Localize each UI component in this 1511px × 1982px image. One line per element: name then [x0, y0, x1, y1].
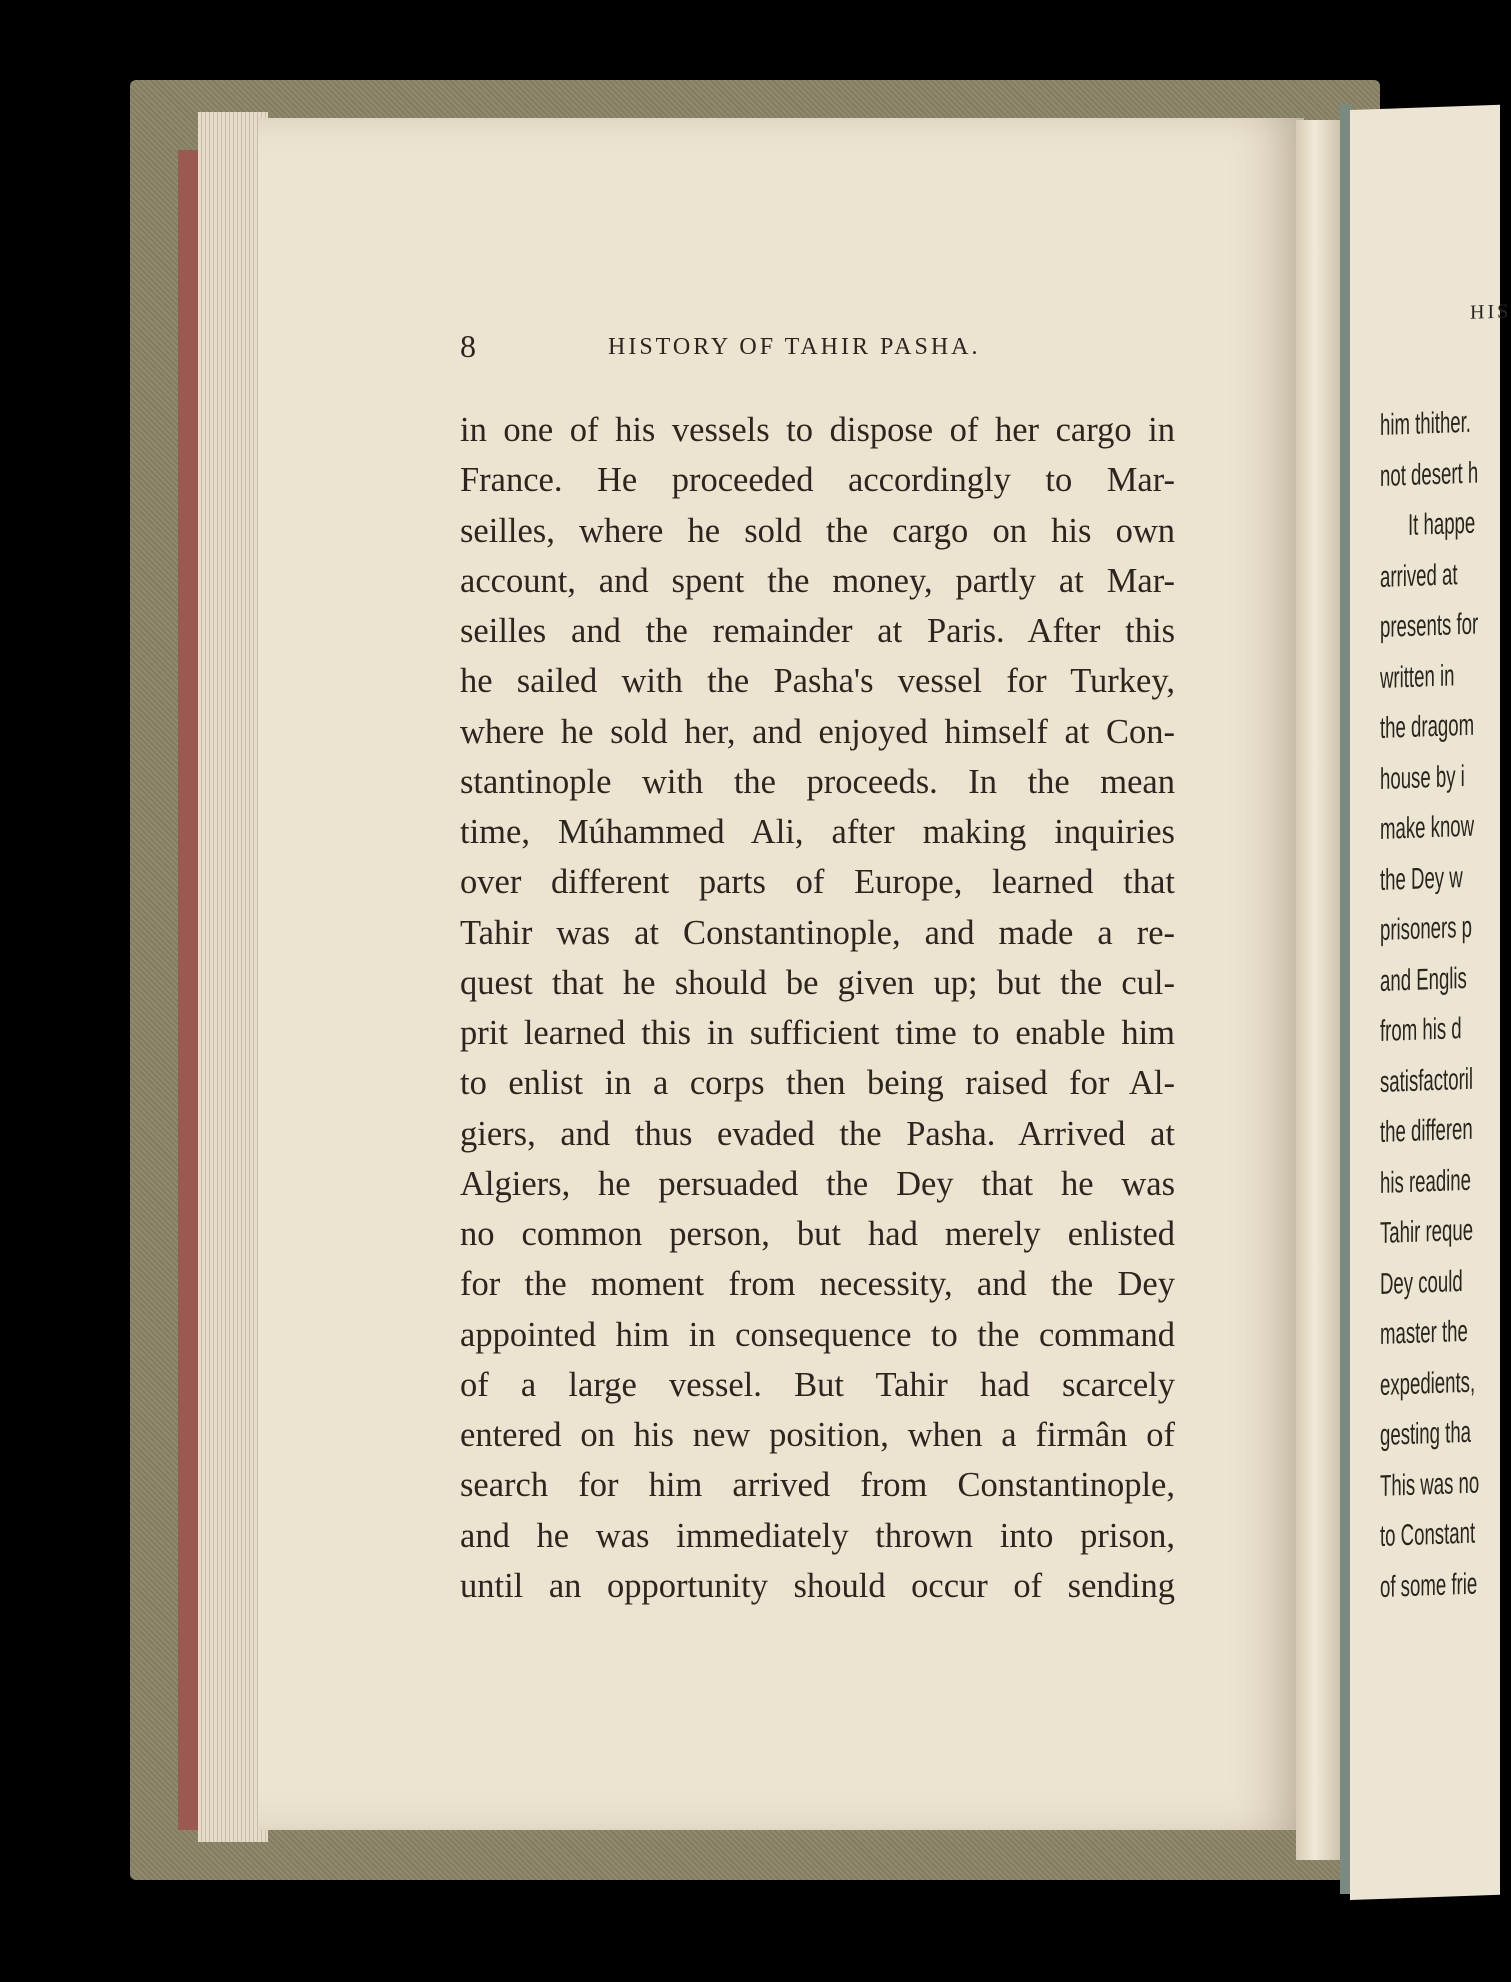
right-text-line: expedients, — [1380, 1365, 1476, 1402]
text-line: seilles and the remainder at Paris. After this — [460, 612, 1175, 650]
text-line: search for him arrived from Constantinople, — [460, 1466, 1175, 1505]
right-text-line: gesting tha — [1380, 1415, 1472, 1452]
right-text-line: him thither. — [1380, 405, 1471, 442]
right-text-line: written in — [1380, 658, 1455, 695]
text-line: of a large vessel. But Tahir had scarcely — [460, 1365, 1175, 1404]
text-line: account, and spent the money, partly at Mar- — [460, 561, 1175, 600]
right-text-line: to Constant — [1380, 1516, 1476, 1553]
text-line: and he was immediately thrown into prison, — [460, 1516, 1175, 1555]
right-text-line: arrived at — [1380, 557, 1458, 594]
right-text-line: the differen — [1380, 1112, 1473, 1149]
right-text-line: satisfactoril — [1380, 1062, 1474, 1099]
right-text-line: the Dey w — [1380, 860, 1463, 897]
text-line: Tahir was at Constantinople, and made a re- — [460, 913, 1175, 952]
book-gutter — [1296, 120, 1344, 1860]
text-line: for the moment from necessity, and the Dey — [460, 1265, 1175, 1304]
text-line: appointed him in consequence to the command — [460, 1315, 1175, 1354]
right-text-line: of some frie — [1380, 1567, 1478, 1604]
right-text-line: from his d — [1380, 1012, 1462, 1048]
text-line: seilles, where he sold the cargo on his own — [460, 511, 1175, 550]
text-line: quest that he should be given up; but the cul- — [460, 963, 1175, 1002]
text-line: stantinople with the proceeds. In the mean — [460, 762, 1175, 801]
right-text-line: his readine — [1380, 1163, 1471, 1200]
right-text-line: Dey could — [1380, 1264, 1463, 1301]
body-text — [460, 405, 1175, 1611]
right-running-head: HIS — [1470, 300, 1511, 324]
text-line: to enlist in a corps then being raised for Al- — [460, 1064, 1175, 1103]
right-text-line: house by i — [1380, 759, 1465, 796]
text-line: entered on his new position, when a firmân of — [460, 1416, 1175, 1454]
running-head: HISTORY OF TAHIR PASHA. — [608, 334, 981, 360]
right-text-line: not desert h — [1380, 456, 1479, 493]
text-line: until an opportunity should occur of sending — [460, 1566, 1175, 1605]
text-line: in one of his vessels to dispose of her cargo in — [460, 411, 1175, 449]
right-text-line: presents for — [1380, 607, 1479, 644]
page-number: 8 — [460, 328, 476, 364]
text-line: giers, and thus evaded the Pasha. Arrived at — [460, 1114, 1175, 1153]
text-line: no common person, but had merely enlisted — [460, 1215, 1175, 1253]
right-text-line: prisoners p — [1380, 910, 1473, 947]
text-line: where he sold her, and enjoyed himself at Con- — [460, 712, 1175, 751]
text-line: time, Múhammed Ali, after making inquiries — [460, 813, 1175, 851]
right-text-line: make know — [1380, 809, 1475, 846]
text-line: over different parts of Europe, learned that — [460, 863, 1175, 902]
text-line: prit learned this in sufficient time to enable him — [460, 1014, 1175, 1052]
right-text-line: This was no — [1380, 1465, 1480, 1503]
right-text-line: It happe — [1408, 506, 1476, 542]
right-page — [1350, 105, 1511, 1900]
text-line: France. He proceeded accordingly to Mar- — [460, 461, 1175, 500]
right-text-line: master the — [1380, 1314, 1468, 1351]
right-text-line: the dragom — [1380, 708, 1475, 745]
page-header — [460, 328, 1175, 368]
right-text-line: Tahir reque — [1380, 1213, 1474, 1250]
text-line: Algiers, he persuaded the Dey that he was — [460, 1164, 1175, 1203]
text-line: he sailed with the Pasha's vessel for Turkey, — [460, 662, 1175, 701]
right-text-line: and Englis — [1380, 961, 1467, 998]
